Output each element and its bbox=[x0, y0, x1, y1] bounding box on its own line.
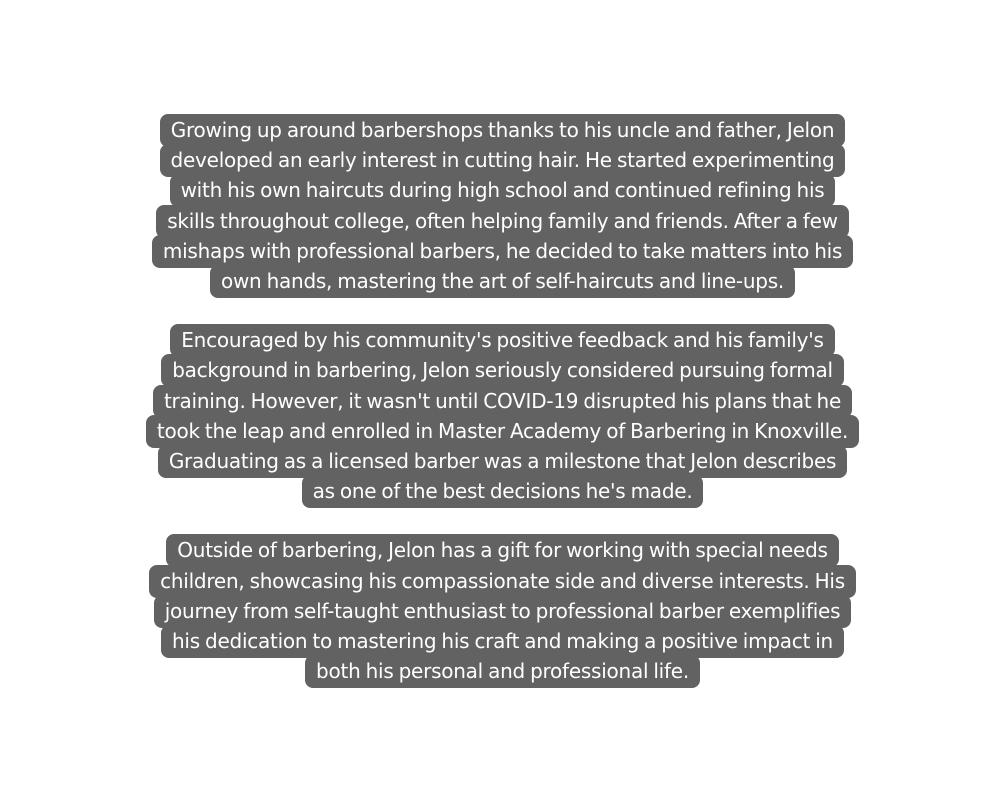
paragraph-outside-barbering bbox=[0, 536, 1005, 687]
paragraph-training bbox=[0, 326, 1005, 507]
text-line: developed an early interest in cutting hair. He started experimenting bbox=[0, 146, 1005, 176]
text-line: Outside of barbering, Jelon has a gift for working with special needs bbox=[0, 536, 1005, 566]
text-line: mishaps with professional barbers, he decided to take matters into his bbox=[0, 237, 1005, 267]
text-line: with his own haircuts during high school and continued refining his bbox=[0, 176, 1005, 206]
text-line: training. However, it wasn't until COVID-19 disrupted his plans that he bbox=[0, 387, 1005, 417]
bio-text-block bbox=[0, 116, 1005, 687]
text-line: both his personal and professional life. bbox=[0, 657, 1005, 687]
paragraph-upbringing bbox=[0, 116, 1005, 297]
text-line: as one of the best decisions he's made. bbox=[0, 477, 1005, 507]
text-line: skills throughout college, often helping family and friends. After a few bbox=[0, 207, 1005, 237]
text-line: Growing up around barbershops thanks to his uncle and father, Jelon bbox=[0, 116, 1005, 146]
text-line: own hands, mastering the art of self-haircuts and line-ups. bbox=[0, 267, 1005, 297]
text-line: Encouraged by his community's positive feedback and his family's bbox=[0, 326, 1005, 356]
text-line: Graduating as a licensed barber was a milestone that Jelon describes bbox=[0, 447, 1005, 477]
text-line: journey from self-taught enthusiast to professional barber exemplifies bbox=[0, 597, 1005, 627]
text-line: his dedication to mastering his craft and making a positive impact in bbox=[0, 627, 1005, 657]
text-line: children, showcasing his compassionate side and diverse interests. His bbox=[0, 567, 1005, 597]
text-line: took the leap and enrolled in Master Academy of Barbering in Knoxville. bbox=[0, 417, 1005, 447]
text-line: background in barbering, Jelon seriously considered pursuing formal bbox=[0, 356, 1005, 386]
